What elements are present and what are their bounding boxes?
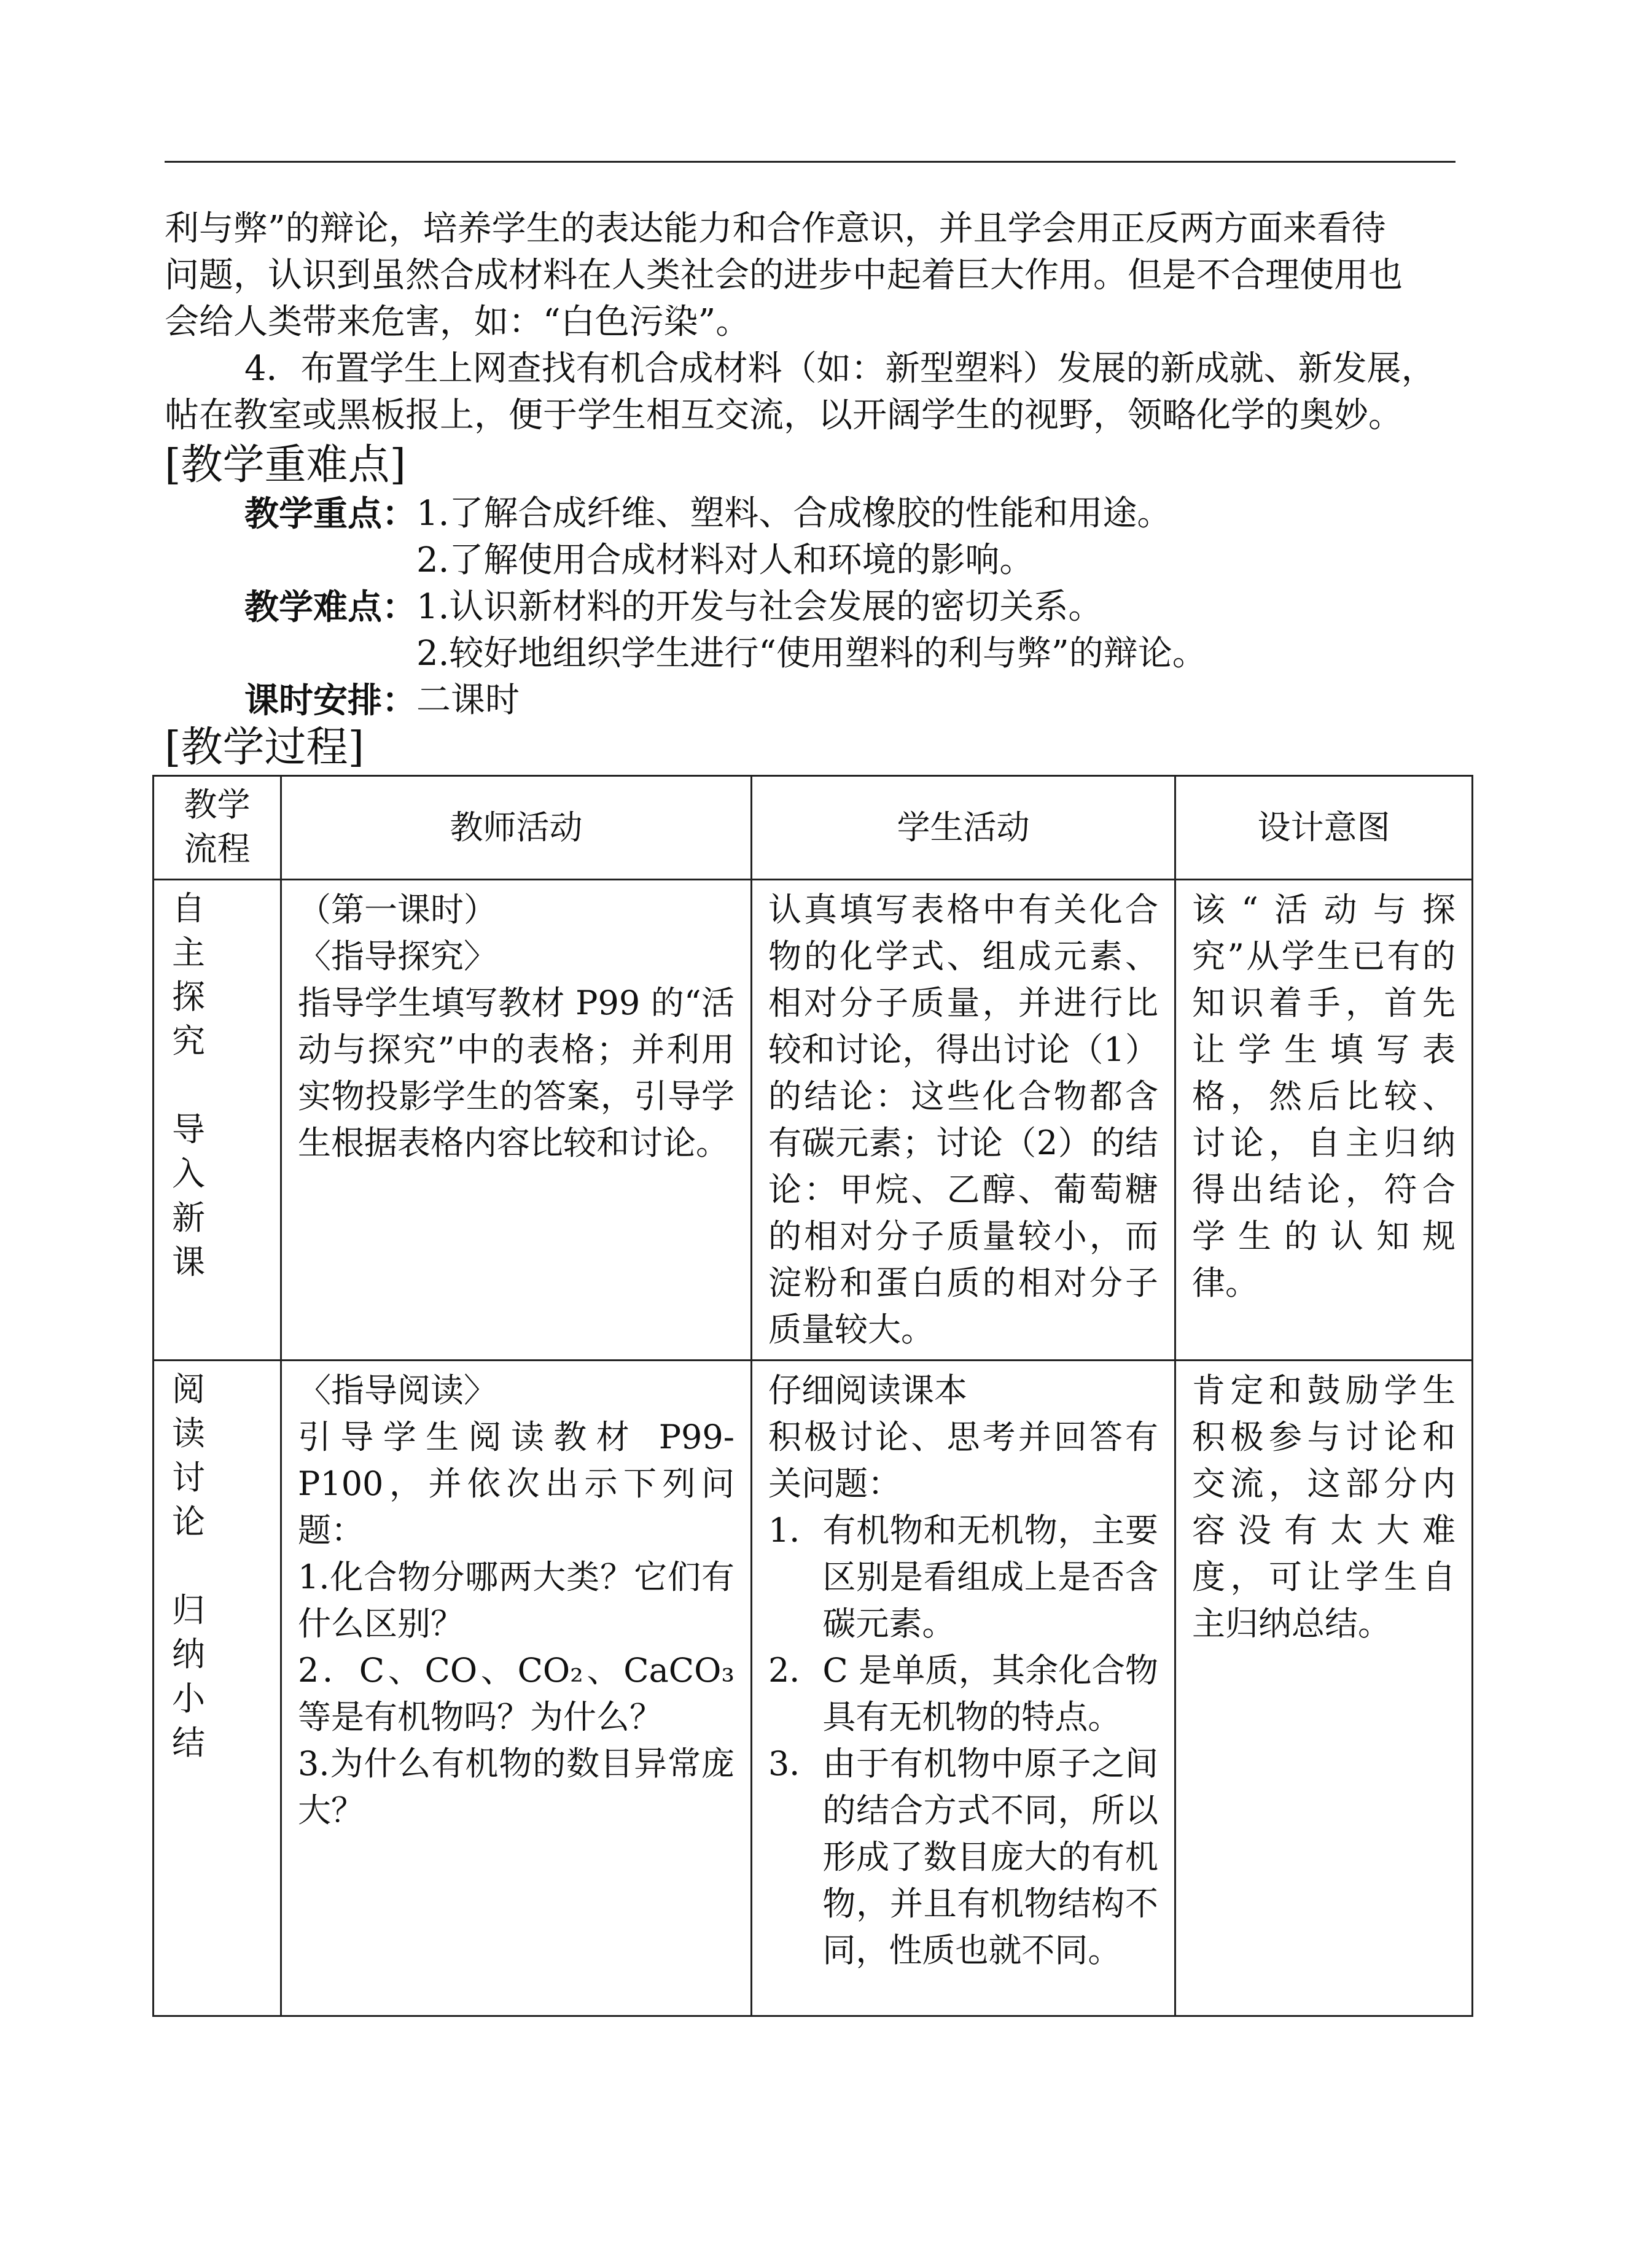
header-teacher: 教师活动 xyxy=(281,776,752,880)
teacher-line: 引导学生阅读教材 P99-P100，并依次出示下列问题： xyxy=(298,1418,735,1550)
teacher-line: 1.化合物分哪两大类？它们有什么区别？ xyxy=(298,1558,735,1643)
teacher-line: 指导学生填写教材 P99 的“活动与探究”中的表格；并利用实物投影学生的答案，引导学生根据表格内容比较和讨论。 xyxy=(298,984,735,1162)
teacher-line: 〈指导探究〉 xyxy=(298,937,497,976)
intent-cell: 肯定和鼓励学生积极参与讨论和交流，这部分内容没有太大难度，可让学生自主归纳总结。 xyxy=(1175,1361,1473,2016)
focus-item-2: 2.了解使用合成材料对人和环境的影响。 xyxy=(416,540,1034,580)
student-intro: 仔细阅读课本 xyxy=(768,1371,967,1410)
difficulty-item-1: 1.认识新材料的开发与社会发展的密切关系。 xyxy=(416,587,1103,627)
intro-line-2: 问题，认识到虽然合成材料在人类社会的进步中起着巨大作用。但是不合理使用也 xyxy=(165,255,1403,295)
student-intro-2: 积极讨论、思考并回答有关问题： xyxy=(768,1418,1158,1503)
teacher-line: （第一课时） xyxy=(298,890,497,929)
table-row xyxy=(154,1361,1473,2016)
table-header-row xyxy=(154,776,1473,880)
header-student: 学生活动 xyxy=(752,776,1175,880)
student-cell: 认真填写表格中有关化合物的化学式、组成元素、相对分子质量，并进行比较和讨论，得出讨论（1）的结论：这些化合物都含有碳元素；讨论（2）的结论：甲烷、乙醇、葡萄糖的相对分子质量较小，而淀粉和蛋白质的相对分子质量较大。 xyxy=(752,880,1175,1361)
header-flow: 教学流程 xyxy=(154,776,281,880)
flow-cell xyxy=(154,1361,281,2016)
intro-line-4: 4．布置学生上网查找有机合成材料（如：新型塑料）发展的新成就、新发展， xyxy=(244,349,1436,389)
flow-label-a: 自主探究 xyxy=(172,889,205,1060)
flow-label-a: 阅读讨论 xyxy=(172,1370,205,1541)
focus-item-1: 1.了解合成纤维、塑料、合成橡胶的性能和用途。 xyxy=(416,494,1172,534)
schedule-label: 课时安排： xyxy=(244,680,416,721)
focus-label: 教学重点： xyxy=(244,494,416,534)
teacher-cell xyxy=(281,1361,752,2016)
header-rule xyxy=(165,161,1455,163)
intro-line-1: 利与弊”的辩论，培养学生的表达能力和合作意识，并且学会用正反两方面来看待 xyxy=(165,209,1386,249)
list-item: 1． 有机物和无机物，主要区别是看组成上是否含碳元素。 xyxy=(768,1511,1158,1643)
flow-label-b: 导入新课 xyxy=(172,1110,205,1281)
key-points-heading: [教学重难点] xyxy=(165,441,407,489)
teacher-line: 2．C、CO、CO₂、CaCO₃ 等是有机物吗？为什么？ xyxy=(298,1651,735,1736)
teacher-cell xyxy=(281,880,752,1361)
flow-label-b: 归纳小结 xyxy=(172,1591,205,1762)
header-intent: 设计意图 xyxy=(1175,776,1473,880)
difficulty-label: 教学难点： xyxy=(244,587,416,627)
process-heading: [教学过程] xyxy=(165,723,365,772)
teacher-line: 〈指导阅读〉 xyxy=(298,1371,497,1410)
student-answer-list xyxy=(768,1507,1158,1974)
student-cell xyxy=(752,1361,1175,2016)
difficulty-item-2: 2.较好地组织学生进行“使用塑料的利与弊”的辩论。 xyxy=(416,634,1207,674)
intro-line-3: 会给人类带来危害，如：“白色污染”。 xyxy=(165,302,750,342)
intent-cell: 该“活动与探究”从学生已有的知识着手，首先让学生填写表格，然后比较、讨论，自主归纳得出结论，符合学生的认知规律。 xyxy=(1175,880,1473,1361)
schedule-value: 二课时 xyxy=(416,680,520,720)
teaching-process-table xyxy=(152,775,1473,2017)
intro-line-5: 帖在教室或黑板报上，便于学生相互交流，以开阔学生的视野，领略化学的奥妙。 xyxy=(165,395,1403,435)
list-item: 3． 由于有机物中原子之间的结合方式不同，所以形成了数目庞大的有机物，并且有机物结构不同，性质也就不同。 xyxy=(768,1744,1158,1970)
table-row xyxy=(154,880,1473,1361)
list-item: 2． C 是单质，其余化合物具有无机物的特点。 xyxy=(768,1651,1158,1736)
teacher-line: 3.为什么有机物的数目异常庞大？ xyxy=(298,1744,735,1830)
flow-cell xyxy=(154,880,281,1361)
